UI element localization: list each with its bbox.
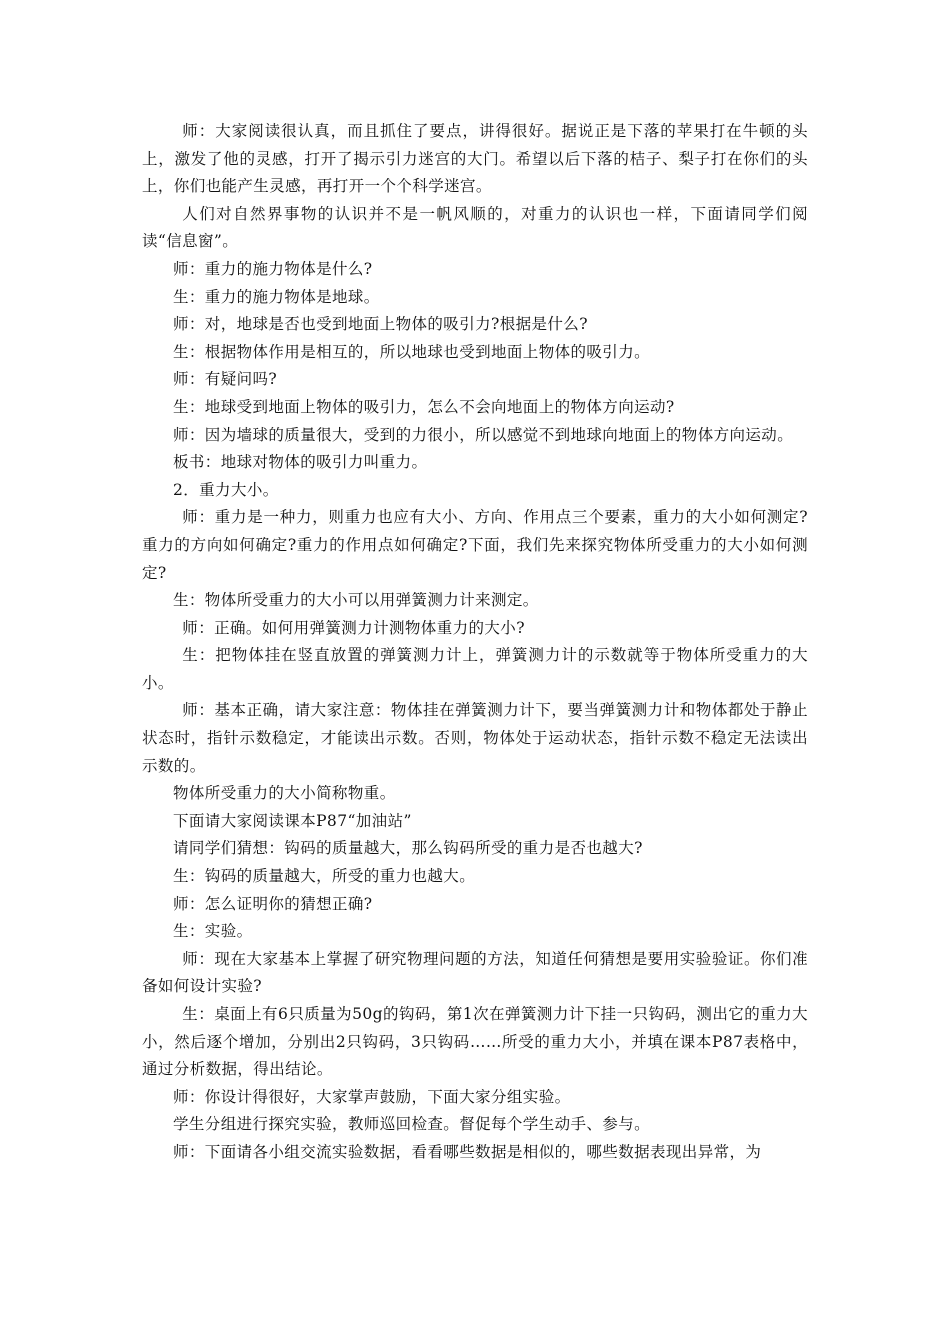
paragraph: 生：根据物体作用是相互的，所以地球也受到地面上物体的吸引力。 bbox=[173, 342, 651, 361]
paragraph: 师：下面请各小组交流实验数据，看看哪些数据是相似的，哪些数据表现出异常，为 bbox=[173, 1142, 762, 1161]
paragraph: 师：重力的施力物体是什么? bbox=[173, 259, 373, 278]
paragraph: 师：有疑问吗? bbox=[173, 370, 278, 389]
paragraph: 师：你设计得很好，大家掌声鼓励，下面大家分组实验。 bbox=[173, 1087, 571, 1106]
paragraph: 板书：地球对物体的吸引力叫重力。 bbox=[173, 453, 428, 472]
paragraph: 师：对，地球是否也受到地面上物体的吸引力?根据是什么? bbox=[173, 315, 588, 334]
paragraph: 物体所受重力的大小简称物重。 bbox=[173, 784, 396, 803]
paragraph: 师：怎么证明你的猜想正确? bbox=[173, 894, 373, 913]
paragraph: 生：把物体挂在竖直放置的弹簧测力计上，弹簧测力计的示数就等于物体所受重力的大小。 bbox=[142, 646, 808, 692]
paragraph: 师：大家阅读很认真，而且抓住了要点，讲得很好。据说正是下落的苹果打在牛顿的头上，激发了他的灵感，打开了揭示引力迷宫的大门。希望以后下落的桔子、梨子打在你们的头上，你们也能产生灵感，再打开一个个科学迷宫。 bbox=[142, 122, 808, 196]
paragraph: 师：因为墙球的质量很大，受到的力很小，所以感觉不到地球向地面上的物体方向运动。 bbox=[173, 425, 794, 444]
paragraph: 师：重力是一种力，则重力也应有大小、方向、作用点三个要素，重力的大小如何测定?重力的方向如何确定?重力的作用点如何确定?下面，我们先来探究物体所受重力的大小如何测定? bbox=[142, 508, 808, 582]
paragraph: 师：基本正确，请大家注意：物体挂在弹簧测力计下，要当弹簧测力计和物体都处于静止状态时，指针示数稳定，才能读出示数。否则，物体处于运动状态，指针示数不稳定无法读出示数的。 bbox=[142, 701, 808, 775]
paragraph: 师：现在大家基本上掌握了研究物理问题的方法，知道任何猜想是要用实验验证。你们准备如何设计实验? bbox=[142, 949, 808, 996]
paragraph: 学生分组进行探究实验，教师巡回检查。督促每个学生动手、参与。 bbox=[173, 1115, 651, 1134]
paragraph: 生：桌面上有6只质量为50g的钩码，第1次在弹簧测力计下挂一只钩码，测出它的重力大小，然后逐个增加，分别出2只钩码，3只钩码……所受的重力大小，并填在课本P87表格中，通过分析数据，得出结论。 bbox=[142, 1005, 808, 1079]
paragraph: 师：正确。如何用弹簧测力计测物体重力的大小? bbox=[182, 618, 525, 637]
paragraph: 2．重力大小。 bbox=[173, 480, 279, 499]
paragraph: 生：重力的施力物体是地球。 bbox=[173, 287, 380, 306]
paragraph: 生：实验。 bbox=[173, 922, 253, 941]
paragraph: 生：地球受到地面上物体的吸引力，怎么不会向地面上的物体方向运动? bbox=[173, 397, 675, 416]
paragraph: 请同学们猜想：钩码的质量越大，那么钩码所受的重力是否也越大? bbox=[173, 839, 643, 858]
paragraph: 生：钩码的质量越大，所受的重力也越大。 bbox=[173, 867, 476, 886]
paragraph: 生：物体所受重力的大小可以用弹簧测力计来测定。 bbox=[173, 591, 539, 610]
document-body bbox=[142, 118, 808, 1167]
paragraph: 人们对自然界事物的认识并不是一帆风顺的，对重力的认识也一样，下面请同学们阅读“信息窗”。 bbox=[142, 204, 808, 251]
paragraph: 下面请大家阅读课本P87“加油站” bbox=[173, 811, 412, 830]
